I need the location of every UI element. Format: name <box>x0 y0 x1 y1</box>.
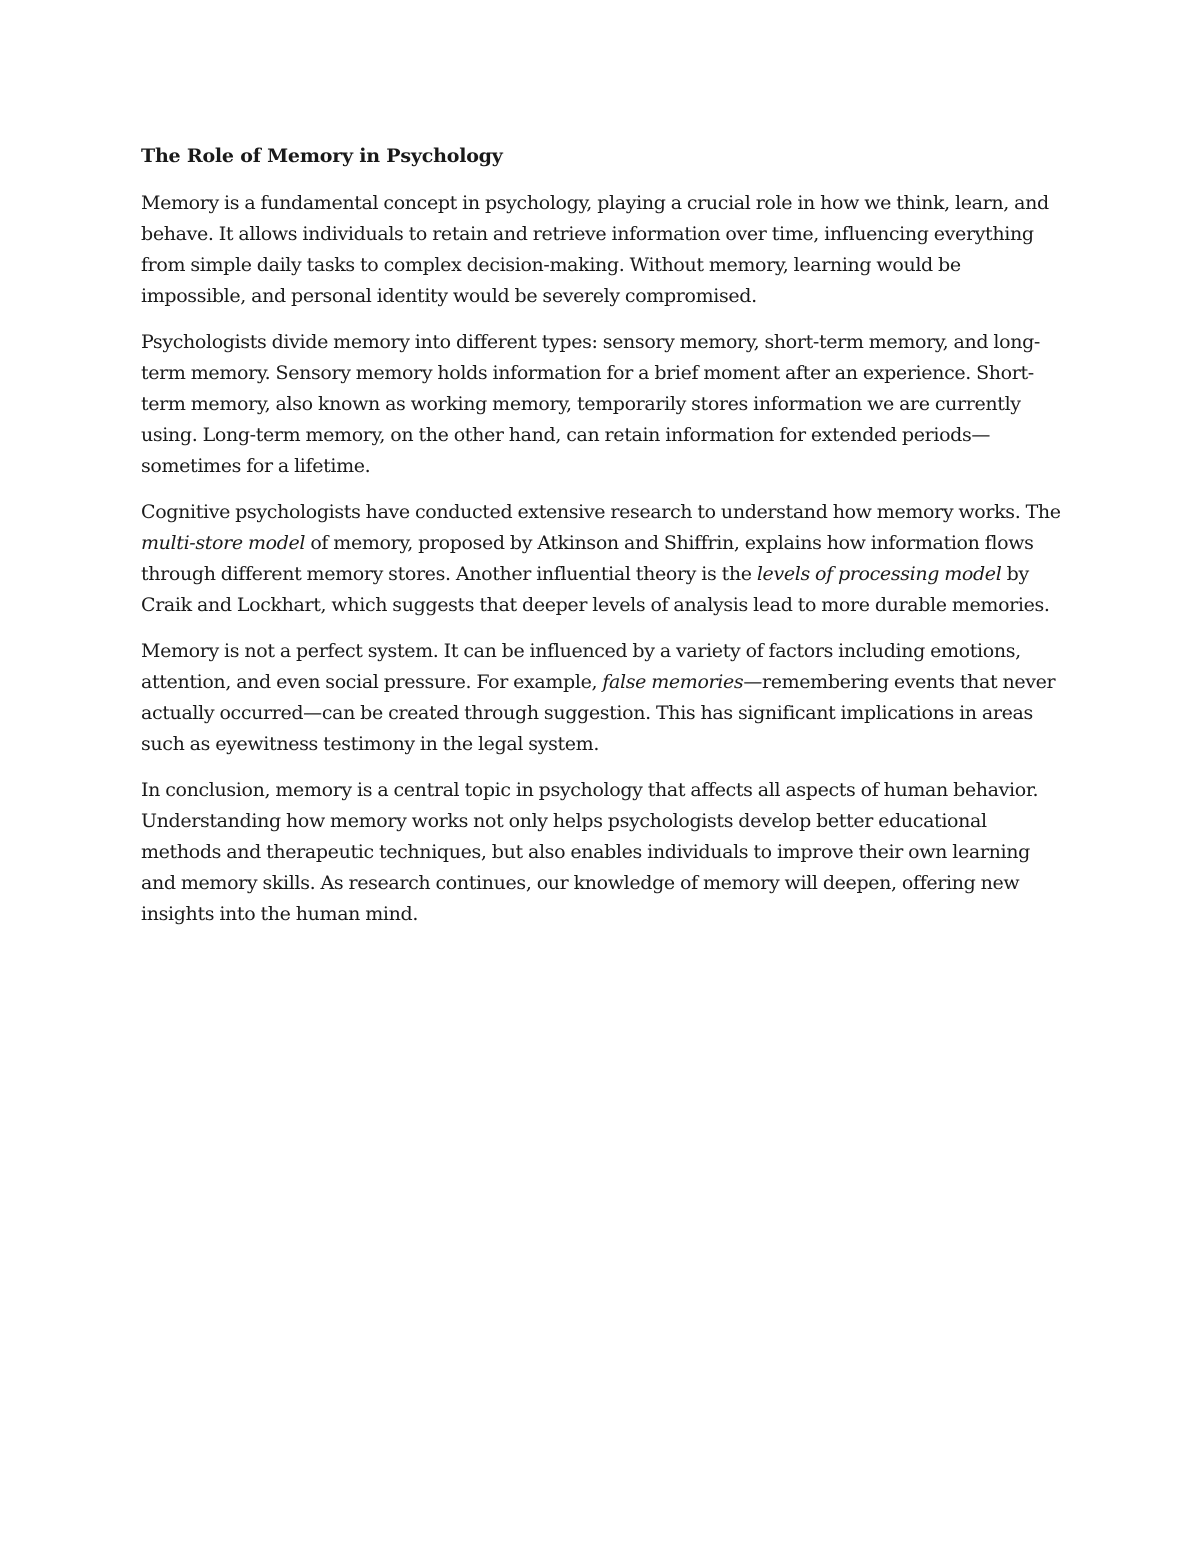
document-title: The Role of Memory in Psychology <box>141 145 503 167</box>
body-paragraph <box>141 636 1066 760</box>
paragraph-text: by Craik and Lockhart, which suggests that deeper levels of analysis lead to more durable memories. <box>141 563 1050 616</box>
paragraph-text: —remembering events that never actually occurred—can be created through suggestion. This has significant implications in areas such as eyewitness testimony in the legal system. <box>141 671 1056 755</box>
paragraph-text: Memory is not a perfect system. It can be influenced by a variety of factors including emotions, attention, and even social pressure. For example, <box>141 640 1021 693</box>
paragraph-text: In conclusion, memory is a central topic in psychology that affects all aspects of human behavior. Understanding how memory works not only helps psychologists develop better educational methods and therapeutic techniques, but also enables individuals to improve their own learning and memory skills. As research continues, our knowledge of memory will deepen, offering new insights into the human mind. <box>141 779 1039 925</box>
paragraph-text: Cognitive psychologists have conducted extensive research to understand how memory works. The <box>141 501 1061 523</box>
paragraph-text: Memory is a fundamental concept in psychology, playing a crucial role in how we think, learn, and behave. It allows individuals to retain and retrieve information over time, influencing everything from simple daily tasks to complex decision-making. Without memory, learning would be impossible, and personal identity would be severely compromised. <box>141 192 1049 307</box>
italic-term: multi-store model <box>141 532 306 554</box>
document-body <box>141 142 1066 945</box>
body-paragraph <box>141 188 1066 312</box>
body-paragraph <box>141 775 1066 930</box>
body-paragraph <box>141 497 1066 621</box>
paragraph-text: Psychologists divide memory into different types: sensory memory, short-term memory, and long-term memory. Sensory memory holds information for a brief moment after an experience. Short-term memory, also known as working memory, temporarily stores information we are currently using. Long-term memory, on the other hand, can retain information for extended periods—sometimes for a lifetime. <box>141 331 1040 477</box>
paragraph-list <box>141 188 1066 930</box>
italic-term: false memories <box>602 671 744 693</box>
italic-term: levels of processing model <box>756 563 1002 585</box>
body-paragraph <box>141 327 1066 482</box>
paragraph-text: of memory, proposed by Atkinson and Shiffrin, explains how information flows through different memory stores. Another influential theory is the <box>141 532 1034 585</box>
